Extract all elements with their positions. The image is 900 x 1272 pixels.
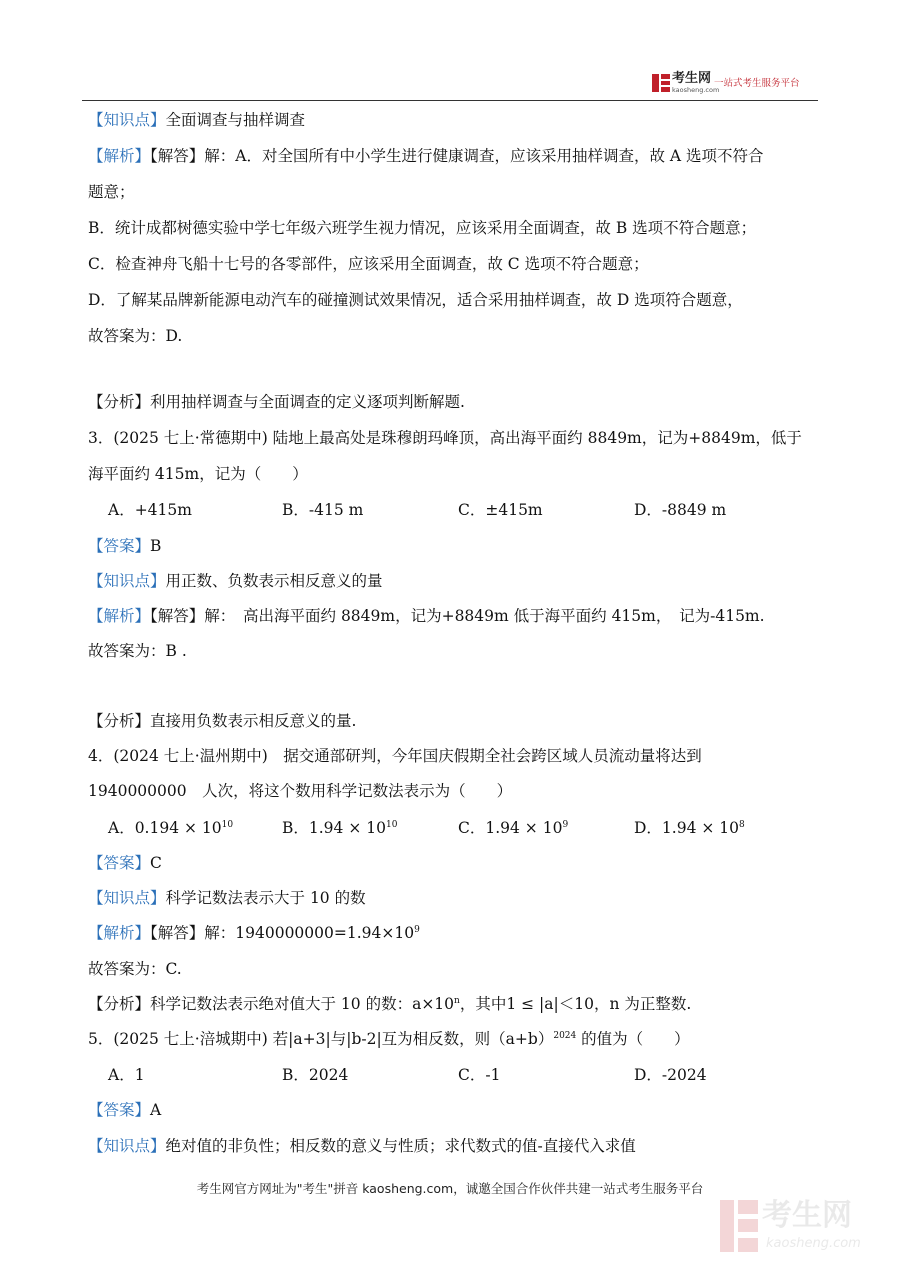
analysis-exp: 9: [414, 924, 420, 935]
q4-option-a-base: A．0.194 × 10: [108, 819, 222, 837]
q5-knowledge: [88, 1136, 636, 1156]
analysis-tag: 【解析】: [88, 147, 151, 165]
q3-option-b: B．-415 m: [282, 501, 364, 519]
q4-stem-line-2: 1940000000 人次，将这个数用科学记数法表示为（ ）: [88, 782, 513, 800]
footer-text: 考生网官方网址为"考生"拼音 kaosheng.com，诚邀全国合作伙伴共建一站式考生服务平台: [196, 1181, 704, 1196]
q5-option-b: B．2024: [282, 1066, 349, 1084]
watermark-en: kaosheng.com: [766, 1236, 861, 1251]
q4-knowledge: [88, 888, 366, 908]
header-rule: [82, 100, 818, 101]
analysis-line-3: B．统计成都树德实验中学七年级六班学生视力情况，应该采用全面调查，故 B 选项不符合题意；: [88, 219, 757, 237]
q3-summary: 【分析】直接用负数表示相反意义的量.: [88, 712, 357, 730]
q4-option-d: [634, 818, 745, 838]
q3-option-c: C．±415m: [458, 501, 543, 519]
logo-slogan: 一站式考生服务平台: [714, 78, 800, 89]
q5-option-a: A．1: [108, 1066, 145, 1084]
watermark: [720, 1198, 870, 1258]
q4-option-a-exp: 10: [221, 819, 234, 830]
kp-tag: 【知识点】: [88, 889, 166, 907]
q4-summary: [88, 994, 691, 1014]
q4-option-b-base: B．1.94 × 10: [282, 819, 386, 837]
kp-tag: 【知识点】: [88, 572, 166, 590]
q3-conclusion: 故答案为：B .: [88, 642, 187, 660]
analysis-line-1: [88, 146, 764, 166]
analysis-text: 【解答】解：1940000000=1.94×10: [150, 924, 415, 942]
answer-value: C: [150, 854, 162, 872]
q3-stem-line-2: 海平面约 415m，记为（ ）: [88, 465, 308, 483]
answer-tag: 【答案】: [88, 1101, 151, 1119]
q4-option-d-base: D．1.94 × 10: [634, 819, 740, 837]
header-logo: [652, 72, 822, 96]
q4-stem-line-1: 4．(2024 七上·温州期中) 据交通部研判，今年国庆假期全社会跨区域人员流动量将达到: [88, 747, 702, 765]
q3-option-a: A．+415m: [108, 501, 192, 519]
analysis-summary: 【分析】利用抽样调查与全面调查的定义逐项判断解题.: [88, 393, 465, 411]
kaosheng-logo-icon: [652, 74, 670, 92]
kp-tag: 【知识点】: [88, 111, 166, 129]
analysis-text: 【解答】解：A．对全国所有中小学生进行健康调查，应该采用抽样调查，故 A 选项不符合: [150, 147, 764, 165]
analysis-line-5: D．了解某品牌新能源电动汽车的碰撞测试效果情况，适合采用抽样调查，故 D 选项符合题意，: [88, 291, 743, 309]
answer-tag: 【答案】: [88, 854, 151, 872]
q4-option-b: [282, 818, 397, 838]
kp-text: 科学记数法表示大于 10 的数: [165, 889, 366, 907]
summary-tail: ，其中1 ≤ |a|＜10，n 为正整数.: [459, 995, 692, 1013]
kp-text: 用正数、负数表示相反意义的量: [165, 572, 383, 590]
q3-option-d: D．-8849 m: [634, 501, 727, 519]
analysis-text: 【解答】解： 高出海平面约 8849m，记为+8849m 低于海平面约 415m， 记为-415m.: [150, 607, 765, 625]
kp-tag: 【知识点】: [88, 1137, 166, 1155]
q3-stem-line-1: 3．(2025 七上·常德期中) 陆地上最高处是珠穆朗玛峰顶，高出海平面约 8849m，记为+8849m，低于: [88, 429, 802, 447]
q4-option-a: [108, 818, 233, 838]
q4-option-c-exp: 9: [562, 819, 569, 830]
answer-value: B: [150, 537, 162, 555]
q3-knowledge: [88, 571, 383, 591]
q5-option-c: C．-1: [458, 1066, 501, 1084]
q5-stem-exp: 2024: [553, 1030, 577, 1041]
summary-text: 【分析】科学记数法表示绝对值大于 10 的数：a×10: [88, 995, 455, 1013]
kp-line-1: [88, 110, 305, 130]
logo-brand-cn: 考生网: [672, 71, 712, 86]
q4-answer: [88, 853, 162, 873]
analysis-line-4: C．检查神舟飞船十七号的各零部件，应该采用全面调查，故 C 选项不符合题意；: [88, 255, 649, 273]
analysis-line-2: 题意；: [88, 183, 135, 201]
q4-analysis: [88, 923, 420, 943]
q4-option-b-exp: 10: [385, 819, 398, 830]
q5-option-d: D．-2024: [634, 1066, 707, 1084]
analysis-tag: 【解析】: [88, 924, 151, 942]
answer-tag: 【答案】: [88, 537, 151, 555]
kp-text: 绝对值的非负性；相反数的意义与性质；求代数式的值-直接代入求值: [165, 1137, 636, 1155]
q5-stem-text: 5．(2025 七上·涪城期中) 若|a+3|与|b-2|互为相反数，则（a+b）: [88, 1030, 554, 1048]
q4-conclusion: 故答案为：C.: [88, 960, 182, 978]
answer-conclusion: 故答案为：D.: [88, 327, 183, 345]
analysis-tag: 【解析】: [88, 607, 151, 625]
summary-exp: n: [454, 995, 460, 1006]
logo-brand-en: kaosheng.com: [672, 86, 720, 94]
q5-stem-tail: 的值为（ ）: [576, 1030, 690, 1048]
q3-analysis: [88, 606, 765, 626]
kp-text: 全面调查与抽样调查: [165, 111, 306, 129]
watermark-logo-icon: [720, 1200, 758, 1252]
q5-answer: [88, 1100, 161, 1120]
answer-value: A: [150, 1101, 162, 1119]
q4-option-c: [458, 818, 568, 838]
q3-answer: [88, 536, 161, 556]
q5-stem: [88, 1029, 690, 1049]
q4-option-d-exp: 8: [739, 819, 745, 830]
watermark-cn: 考生网: [762, 1198, 852, 1233]
q4-option-c-base: C．1.94 × 10: [458, 819, 563, 837]
